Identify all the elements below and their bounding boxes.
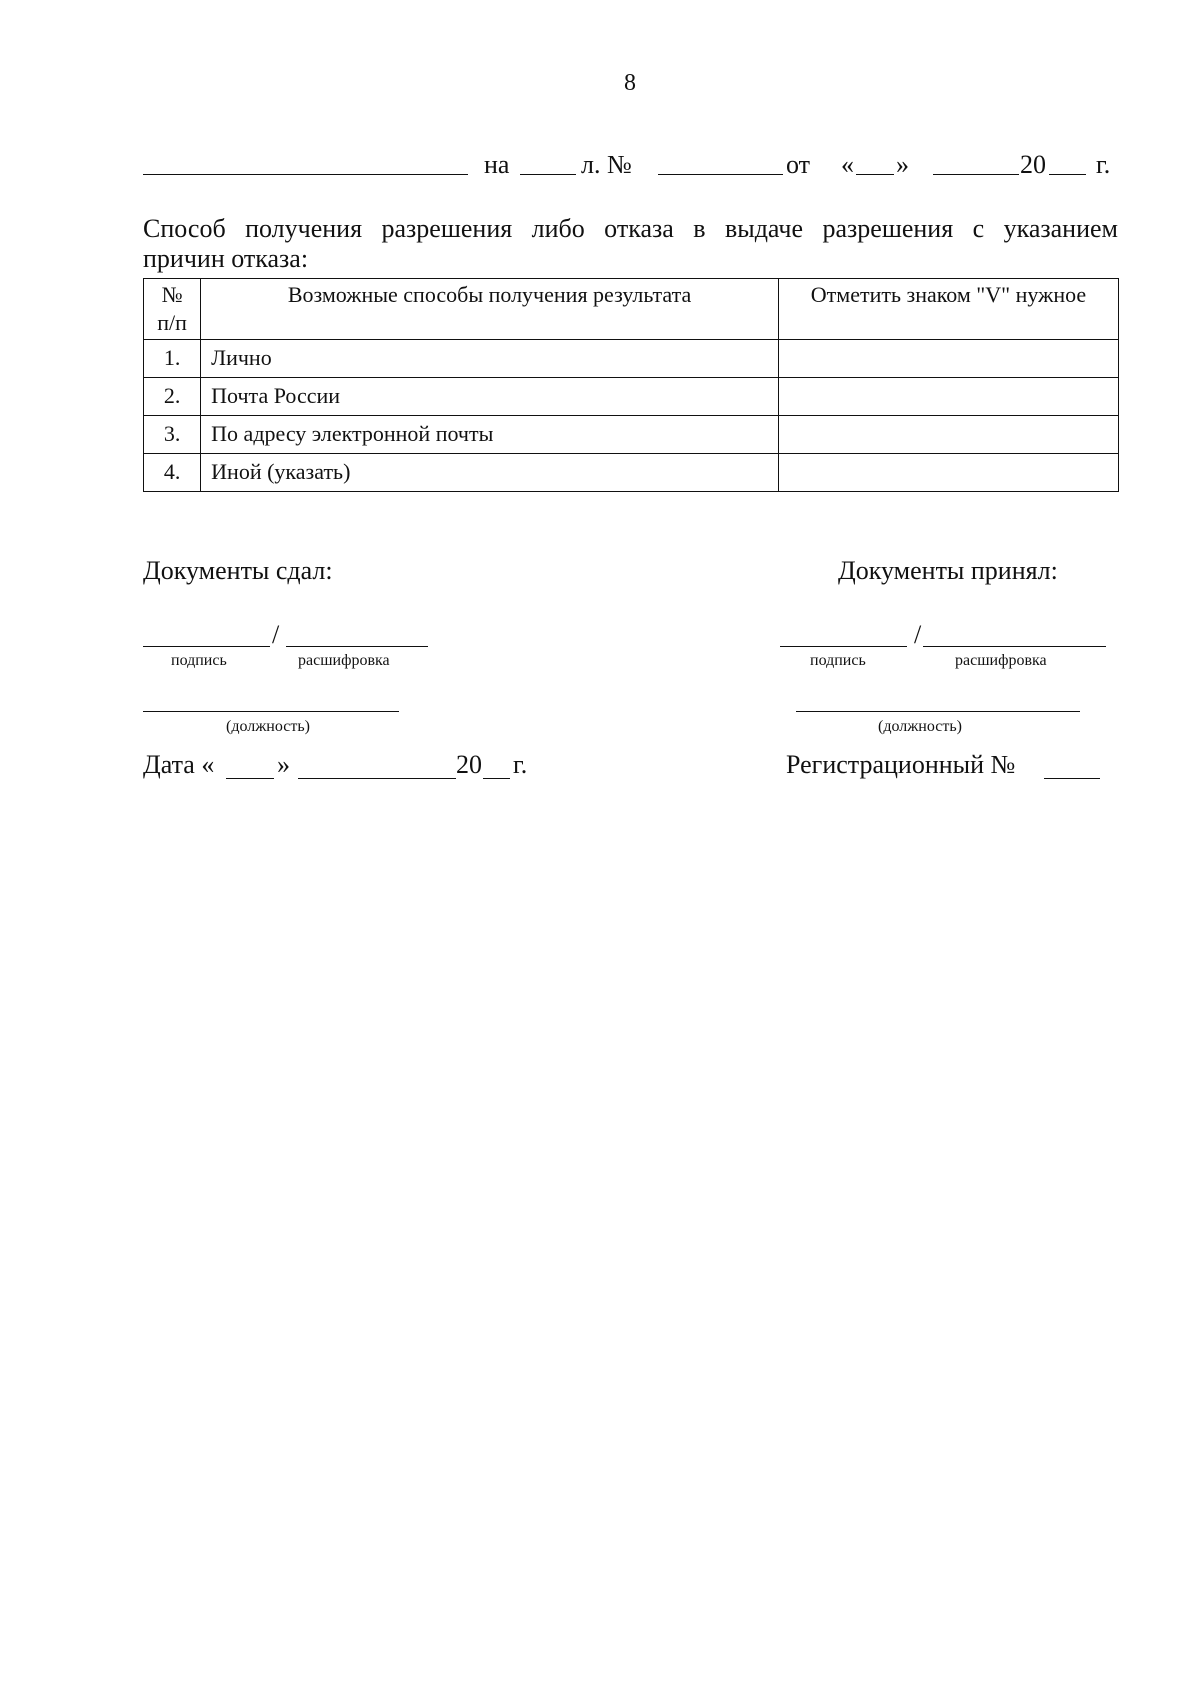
date-label: Дата « [143, 750, 215, 779]
right-position-caption: (должность) [878, 718, 962, 735]
date-month-blank[interactable] [298, 778, 456, 779]
header-year-suffix: г. [1096, 150, 1111, 179]
row-num: 1. [144, 340, 201, 378]
row-mark-cell[interactable] [778, 340, 1118, 378]
registration-label: Регистрационный № [786, 750, 1016, 779]
header-num-line2: п/п [157, 310, 187, 335]
left-slash: / [272, 620, 280, 649]
left-decoding-blank[interactable] [286, 646, 428, 647]
date-year-suffix: г. [513, 750, 528, 779]
left-position-blank[interactable] [143, 711, 399, 712]
date-quote-close: » [277, 750, 290, 779]
page-number: 8 [624, 70, 636, 96]
right-position-blank[interactable] [796, 711, 1080, 712]
header-method-cell: Возможные способы получения результата [201, 279, 779, 340]
header-mark-cell: Отметить знаком "V" нужное [778, 279, 1118, 340]
header-num-cell [144, 279, 201, 340]
registration-number-blank[interactable] [1044, 778, 1100, 779]
row-mark-cell[interactable] [778, 378, 1118, 416]
right-slash: / [914, 620, 922, 649]
header-num-line1: № [161, 282, 183, 307]
intro-line-2: причин отказа: [143, 244, 309, 273]
date-day-blank[interactable] [226, 778, 274, 779]
table-row [144, 378, 1119, 416]
receipt-methods-table [143, 278, 1119, 492]
intro-line-1: Способ получения разрешения либо отказа в выдаче разрешения с указанием [143, 214, 1118, 243]
header-quote-open: « [841, 150, 854, 179]
header-number-blank[interactable] [658, 174, 783, 175]
row-num: 4. [144, 454, 201, 492]
row-mark-cell[interactable] [778, 416, 1118, 454]
table-row [144, 340, 1119, 378]
row-mark-cell[interactable] [778, 454, 1118, 492]
intro-paragraph [143, 214, 1118, 274]
header-month-blank[interactable] [933, 174, 1019, 175]
table-row [144, 416, 1119, 454]
date-year-blank[interactable] [483, 778, 510, 779]
left-decoding-caption: расшифровка [298, 652, 390, 669]
table-row [144, 454, 1119, 492]
header-year-prefix: 20 [1020, 150, 1046, 179]
left-signature-caption: подпись [171, 652, 227, 669]
right-signature-blank[interactable] [780, 646, 907, 647]
row-num: 2. [144, 378, 201, 416]
right-decoding-caption: расшифровка [955, 652, 1047, 669]
header-ot-label: от [786, 150, 811, 179]
documents-accepted-heading: Документы принял: [838, 556, 1058, 585]
right-signature-caption: подпись [810, 652, 866, 669]
header-year-blank[interactable] [1049, 174, 1086, 175]
documents-submitted-heading: Документы сдал: [143, 556, 333, 585]
header-quote-close: » [896, 150, 909, 179]
header-sheets-blank[interactable] [520, 174, 576, 175]
row-method: Иной (указать) [201, 454, 779, 492]
row-num: 3. [144, 416, 201, 454]
header-sheet-number-label: л. № [581, 150, 632, 179]
row-method: Почта России [201, 378, 779, 416]
left-signature-blank[interactable] [143, 646, 270, 647]
table-header-row [144, 279, 1119, 340]
row-method: Лично [201, 340, 779, 378]
header-na-label: на [484, 150, 510, 179]
date-year-prefix: 20 [456, 750, 482, 779]
left-position-caption: (должность) [226, 718, 310, 735]
row-method: По адресу электронной почты [201, 416, 779, 454]
header-document-name-blank[interactable] [143, 174, 468, 175]
header-day-blank[interactable] [856, 174, 894, 175]
right-decoding-blank[interactable] [923, 646, 1106, 647]
